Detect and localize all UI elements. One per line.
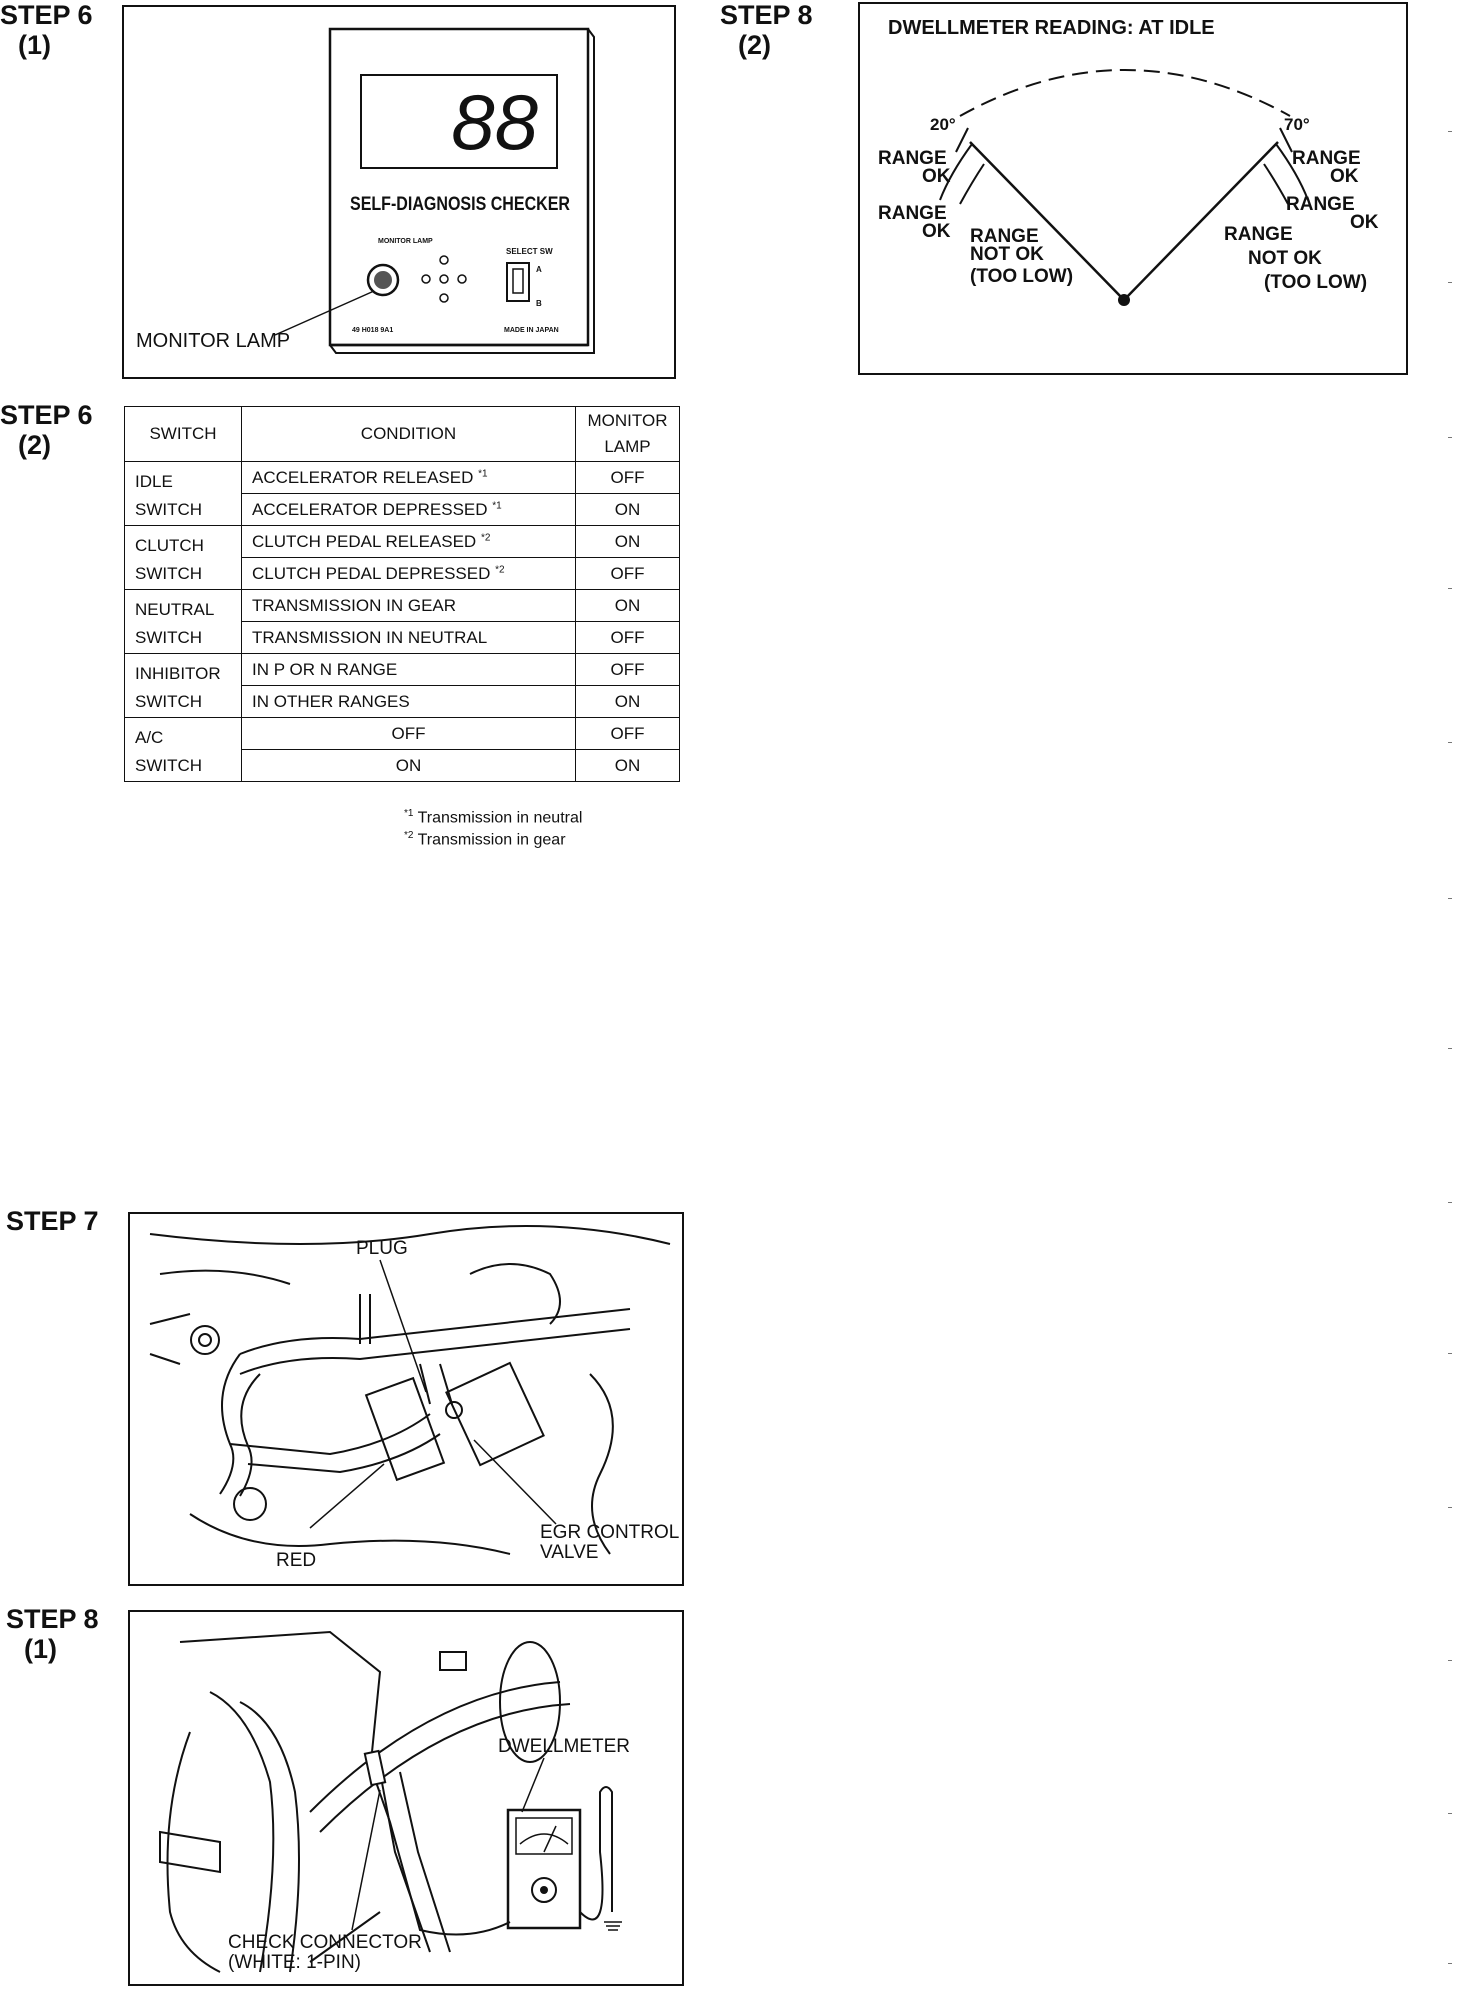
dwellmeter-title: DWELLMETER READING: AT IDLE bbox=[888, 17, 1215, 39]
footnote-mark: *2 bbox=[480, 531, 491, 543]
step-sub: (2) bbox=[18, 430, 51, 460]
switch-word: SWITCH bbox=[135, 628, 203, 647]
left-degree: 20° bbox=[930, 115, 956, 134]
step6-2-heading bbox=[0, 400, 93, 460]
condition-cell: IN OTHER RANGES bbox=[242, 686, 576, 718]
left-too-low: (TOO LOW) bbox=[970, 266, 1074, 287]
lamp-cell: OFF bbox=[576, 462, 680, 494]
lamp-cell: OFF bbox=[576, 558, 680, 590]
footnote-mark: *1 bbox=[492, 499, 502, 511]
right-degree: 70° bbox=[1284, 115, 1310, 134]
header-lamp-line2: LAMP bbox=[604, 437, 651, 456]
dwellmeter-label: DWELLMETER bbox=[498, 1736, 630, 1757]
condition-cell: TRANSMISSION IN GEAR bbox=[242, 590, 576, 622]
switch-cell bbox=[125, 718, 242, 782]
margin-tick bbox=[1448, 588, 1452, 589]
margin-tick bbox=[1448, 1353, 1452, 1354]
condition-text: ACCELERATOR RELEASED bbox=[252, 467, 474, 487]
step-number: STEP 6 bbox=[0, 0, 93, 30]
right-outer-ok: OK bbox=[1330, 166, 1359, 187]
switch-word: SWITCH bbox=[135, 564, 203, 583]
step-number: STEP 7 bbox=[6, 1206, 99, 1236]
condition-text: ACCELERATOR DEPRESSED bbox=[252, 499, 488, 519]
margin-tick bbox=[1448, 131, 1452, 132]
left-inner-ok: OK bbox=[922, 221, 951, 242]
condition-cell bbox=[242, 526, 576, 558]
left-inner-range: RANGE bbox=[878, 203, 947, 224]
right-not-ok-range: RANGE bbox=[1224, 224, 1293, 245]
callout-leaders bbox=[310, 1260, 556, 1528]
table-row bbox=[125, 590, 680, 622]
made-in-label: MADE IN JAPAN bbox=[504, 327, 559, 334]
egr-label-line1: EGR CONTROL bbox=[540, 1522, 680, 1543]
egr-label-line2: VALVE bbox=[540, 1542, 599, 1563]
check-connector-label: CHECK CONNECTOR bbox=[228, 1932, 422, 1953]
select-sw-label: SELECT SW bbox=[506, 247, 553, 256]
switch-word: SWITCH bbox=[135, 500, 203, 519]
header-condition: CONDITION bbox=[242, 407, 576, 462]
footnote-mark: *1 bbox=[478, 467, 488, 479]
condition-cell: TRANSMISSION IN NEUTRAL bbox=[242, 622, 576, 654]
model-code: 49 H018 9A1 bbox=[352, 327, 394, 334]
left-not-ok: NOT OK bbox=[970, 244, 1044, 265]
switch-condition-table bbox=[124, 406, 680, 782]
table-row bbox=[125, 462, 680, 494]
switch-name: CLUTCH bbox=[135, 536, 204, 555]
dwell-gauge-arcs bbox=[940, 70, 1308, 204]
footnote-2-mark: *2 bbox=[404, 830, 414, 841]
margin-tick bbox=[1448, 742, 1452, 743]
monitor-lamp-lens-icon bbox=[374, 271, 392, 289]
margin-tick bbox=[1448, 1048, 1452, 1049]
lamp-cell: ON bbox=[576, 590, 680, 622]
lamp-cell: OFF bbox=[576, 622, 680, 654]
self-diagnosis-checker-figure bbox=[122, 5, 676, 379]
monitor-lamp-small-label: MONITOR LAMP bbox=[378, 238, 433, 245]
switch-b-label: B bbox=[536, 299, 542, 308]
plug-label: PLUG bbox=[356, 1238, 408, 1259]
condition-cell bbox=[242, 462, 576, 494]
step8-1-heading bbox=[6, 1604, 99, 1664]
lamp-cell: ON bbox=[576, 686, 680, 718]
step-sub: (1) bbox=[18, 30, 51, 60]
margin-tick bbox=[1448, 1507, 1452, 1508]
margin-tick bbox=[1448, 437, 1452, 438]
condition-cell: OFF bbox=[242, 718, 576, 750]
condition-cell bbox=[242, 558, 576, 590]
condition-text: CLUTCH PEDAL RELEASED bbox=[252, 531, 477, 551]
condition-cell bbox=[242, 494, 576, 526]
dwellmeter-connection-figure bbox=[128, 1610, 684, 1986]
table-row bbox=[125, 654, 680, 686]
step-sub: (1) bbox=[24, 1634, 57, 1664]
step-sub: (2) bbox=[738, 30, 771, 60]
step-number: STEP 6 bbox=[0, 400, 93, 430]
header-switch: SWITCH bbox=[125, 407, 242, 462]
table-header-row bbox=[125, 407, 680, 462]
switch-cell bbox=[125, 590, 242, 654]
connector-leader bbox=[352, 1790, 380, 1930]
footnote-1-mark: *1 bbox=[404, 808, 414, 819]
step8-2-heading bbox=[720, 0, 813, 60]
left-outer-ok: OK bbox=[922, 166, 951, 187]
footnote-2-text: Transmission in gear bbox=[417, 831, 566, 849]
condition-cell: IN P OR N RANGE bbox=[242, 654, 576, 686]
footnote-mark: *2 bbox=[495, 563, 505, 575]
table-row bbox=[125, 526, 680, 558]
right-inner-range: RANGE bbox=[1286, 194, 1355, 215]
connector-pins-icon bbox=[422, 256, 466, 302]
step7-heading bbox=[6, 1206, 99, 1236]
switch-name: INHIBITOR bbox=[135, 664, 221, 683]
header-lamp-line1: MONITOR bbox=[587, 411, 668, 430]
dwellmeter-reading-figure bbox=[858, 2, 1408, 375]
switch-word: SWITCH bbox=[135, 756, 203, 775]
margin-tick bbox=[1448, 1813, 1452, 1814]
step6-1-heading bbox=[0, 0, 93, 60]
lamp-cell: OFF bbox=[576, 718, 680, 750]
check-connector-type: (WHITE: 1-PIN) bbox=[228, 1952, 361, 1973]
monitor-lamp-callout: MONITOR LAMP bbox=[136, 330, 291, 352]
right-too-low: (TOO LOW) bbox=[1264, 272, 1368, 293]
footnote-1-text: Transmission in neutral bbox=[417, 809, 583, 827]
dwellmeter-icon bbox=[365, 1751, 622, 1935]
step-number: STEP 8 bbox=[720, 0, 813, 30]
footnote-2 bbox=[404, 830, 566, 849]
switch-cell bbox=[125, 654, 242, 718]
switch-name: IDLE bbox=[135, 472, 173, 491]
egr-control-valve-figure bbox=[128, 1212, 684, 1586]
margin-tick bbox=[1448, 1963, 1452, 1964]
margin-tick bbox=[1448, 282, 1452, 283]
switch-a-label: A bbox=[536, 265, 542, 274]
left-outer-range: RANGE bbox=[878, 148, 947, 169]
switch-cell bbox=[125, 526, 242, 590]
switch-word: SWITCH bbox=[135, 692, 203, 711]
dwellmeter-leader bbox=[522, 1758, 544, 1812]
footnote-1 bbox=[404, 808, 582, 827]
display-digits: 88 bbox=[451, 78, 538, 166]
margin-tick bbox=[1448, 1202, 1452, 1203]
condition-cell: ON bbox=[242, 750, 576, 782]
margin-tick bbox=[1448, 898, 1452, 899]
right-not-ok: NOT OK bbox=[1248, 248, 1322, 269]
lamp-cell: ON bbox=[576, 750, 680, 782]
right-outer-range: RANGE bbox=[1292, 148, 1361, 169]
red-label: RED bbox=[276, 1550, 317, 1571]
needle-pivot-icon bbox=[1118, 294, 1130, 306]
lamp-cell: OFF bbox=[576, 654, 680, 686]
table-row bbox=[125, 718, 680, 750]
switch-name: A/C bbox=[135, 728, 164, 747]
right-inner-ok: OK bbox=[1350, 212, 1379, 233]
engine-illustration bbox=[150, 1226, 670, 1554]
condition-text: CLUTCH PEDAL DEPRESSED bbox=[252, 563, 491, 583]
switch-name: NEUTRAL bbox=[135, 600, 215, 619]
step-number: STEP 8 bbox=[6, 1604, 99, 1634]
margin-tick bbox=[1448, 1660, 1452, 1661]
left-not-ok-range: RANGE bbox=[970, 226, 1039, 247]
checker-label: SELF-DIAGNOSIS CHECKER bbox=[350, 194, 571, 215]
header-monitor-lamp bbox=[576, 407, 680, 462]
lamp-cell: ON bbox=[576, 526, 680, 558]
lamp-cell: ON bbox=[576, 494, 680, 526]
switch-cell bbox=[125, 462, 242, 526]
